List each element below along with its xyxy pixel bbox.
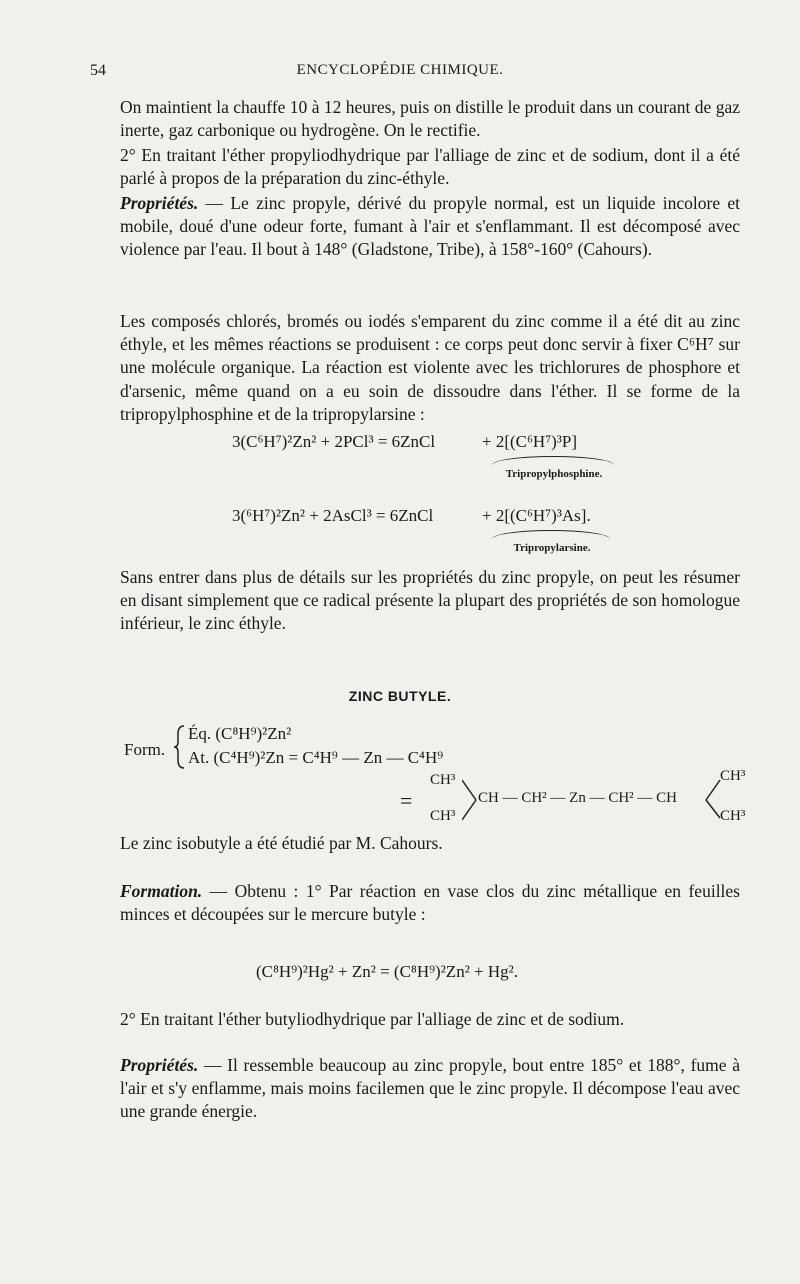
paragraph-text: Le zinc isobutyle a été étudié par M. Cahours. — [120, 833, 443, 853]
structure-ch3-bottom-left: CH³ — [430, 808, 456, 824]
equation-3: (C⁸H⁹)²Hg² + Zn² = (C⁸H⁹)²Zn² + Hg². — [256, 962, 518, 981]
paragraph-formation — [120, 880, 740, 926]
section-heading: Propriétés. — [120, 193, 199, 213]
paragraph-8 — [120, 1008, 740, 1031]
equation-1-label: Tripropylphosphine. — [505, 468, 603, 480]
paragraph-2 — [120, 144, 740, 190]
formula-atomic: At. (C⁴H⁹)²Zn = C⁴H⁹ — Zn — C⁴H⁹ — [188, 748, 444, 767]
paragraph-1 — [120, 96, 740, 142]
section-heading: Propriétés. — [120, 1055, 199, 1075]
paragraph-6 — [120, 832, 740, 855]
structure-equals: = — [400, 788, 413, 813]
equation-2-left: 3(⁶H⁷)²Zn² + 2AsCl³ = 6ZnCl — [232, 506, 434, 525]
page-number: 54 — [90, 62, 106, 79]
formula-equivalent: Éq. (C⁸H⁹)²Zn² — [188, 724, 292, 743]
paragraph-text — [120, 192, 740, 262]
equation-2-label: Tripropylarsine. — [513, 542, 591, 554]
paragraph-text: On maintient la chauffe 10 à 12 heures, puis on distille le produit dans un courant de gaz inerte, gaz carbonique ou hydrogène. On le rectifie. — [120, 97, 740, 141]
structure-bond-left — [462, 778, 478, 822]
section-heading: Formation. — [120, 881, 203, 901]
paragraph-text — [120, 1054, 740, 1124]
paragraph-4 — [120, 310, 740, 426]
structure-ch3-top-right: CH³ — [720, 768, 746, 784]
equation-2-brace — [492, 530, 610, 539]
paragraph-5 — [120, 566, 740, 636]
formula-label: Form. — [124, 740, 166, 759]
equation-2-right: + 2[(C⁶H⁷)³As]. — [482, 506, 591, 525]
paragraph-text: Sans entrer dans plus de détails sur les propriétés du zinc propyle, on peut les résumer en disant simplement que ce radical présente la plupart des propriétés de son homologue inférieur, le zinc éthyle. — [120, 567, 740, 634]
paragraph-body: — Le zinc propyle, dérivé du propyle normal, est un liquide incolore et mobile, doué d'une odeur forte, fumant à l'air et s'enflammant. Il est décomposé avec violence par l'eau. Il bout à 148° (Gladstone, Tribe), à 158°-160° (Cahours). — [120, 193, 740, 260]
paragraph-text — [120, 880, 740, 926]
running-title: ENCYCLOPÉDIE CHIMIQUE. — [296, 62, 504, 78]
paragraph-body: — Il ressemble beaucoup au zinc propyle, bout entre 185° et 188°, fume à l'air et s'y enflamme, mais moins facilemen que le zinc propyle. Il décompose l'eau avec une grande énergie. — [120, 1055, 740, 1122]
structure-chain: CH — CH² — Zn — CH² — CH — [478, 790, 678, 806]
paragraph-text: 2° En traitant l'éther propyliodhydrique par l'alliage de zinc et de sodium, dont il a été parlé à propos de la préparation du zinc-éthyle. — [120, 145, 740, 189]
paragraph-properties — [120, 192, 740, 262]
page-header — [90, 62, 710, 88]
structure-ch3-top-left: CH³ — [430, 772, 456, 788]
section-title: ZINC BUTYLE. — [348, 688, 452, 704]
paragraph-text: 2° En traitant l'éther butyliodhydrique par l'alliage de zinc et de sodium. — [120, 1009, 625, 1029]
equation-1-right: + 2[(C⁶H⁷)³P] — [482, 432, 578, 451]
paragraph-body: — Obtenu : 1° Par réaction en vase clos du zinc métallique en feuilles minces et découpées sur le mercure butyle : — [120, 881, 740, 925]
equation-1-left: 3(C⁶H⁷)²Zn² + 2PCl³ = 6ZnCl — [232, 432, 436, 451]
formula-brace — [174, 724, 186, 770]
paragraph-properties-2 — [120, 1054, 740, 1124]
paragraph-text: Les composés chlorés, bromés ou iodés s'emparent du zinc comme il a été dit au zinc éthyle, et les mêmes réactions se produisent : ce corps peut donc servir à fixer C⁶H⁷ sur une molécule organique. La réaction est violente avec les trichlorures de phosphore et d'arsenic, même quand on a eu soin de dissoudre dans l'éther. Il se forme de la tripropylphosphine et de la tripropylarsine : — [120, 311, 740, 424]
structure-ch3-bottom-right: CH³ — [720, 808, 746, 824]
equation-1-brace — [492, 456, 614, 465]
